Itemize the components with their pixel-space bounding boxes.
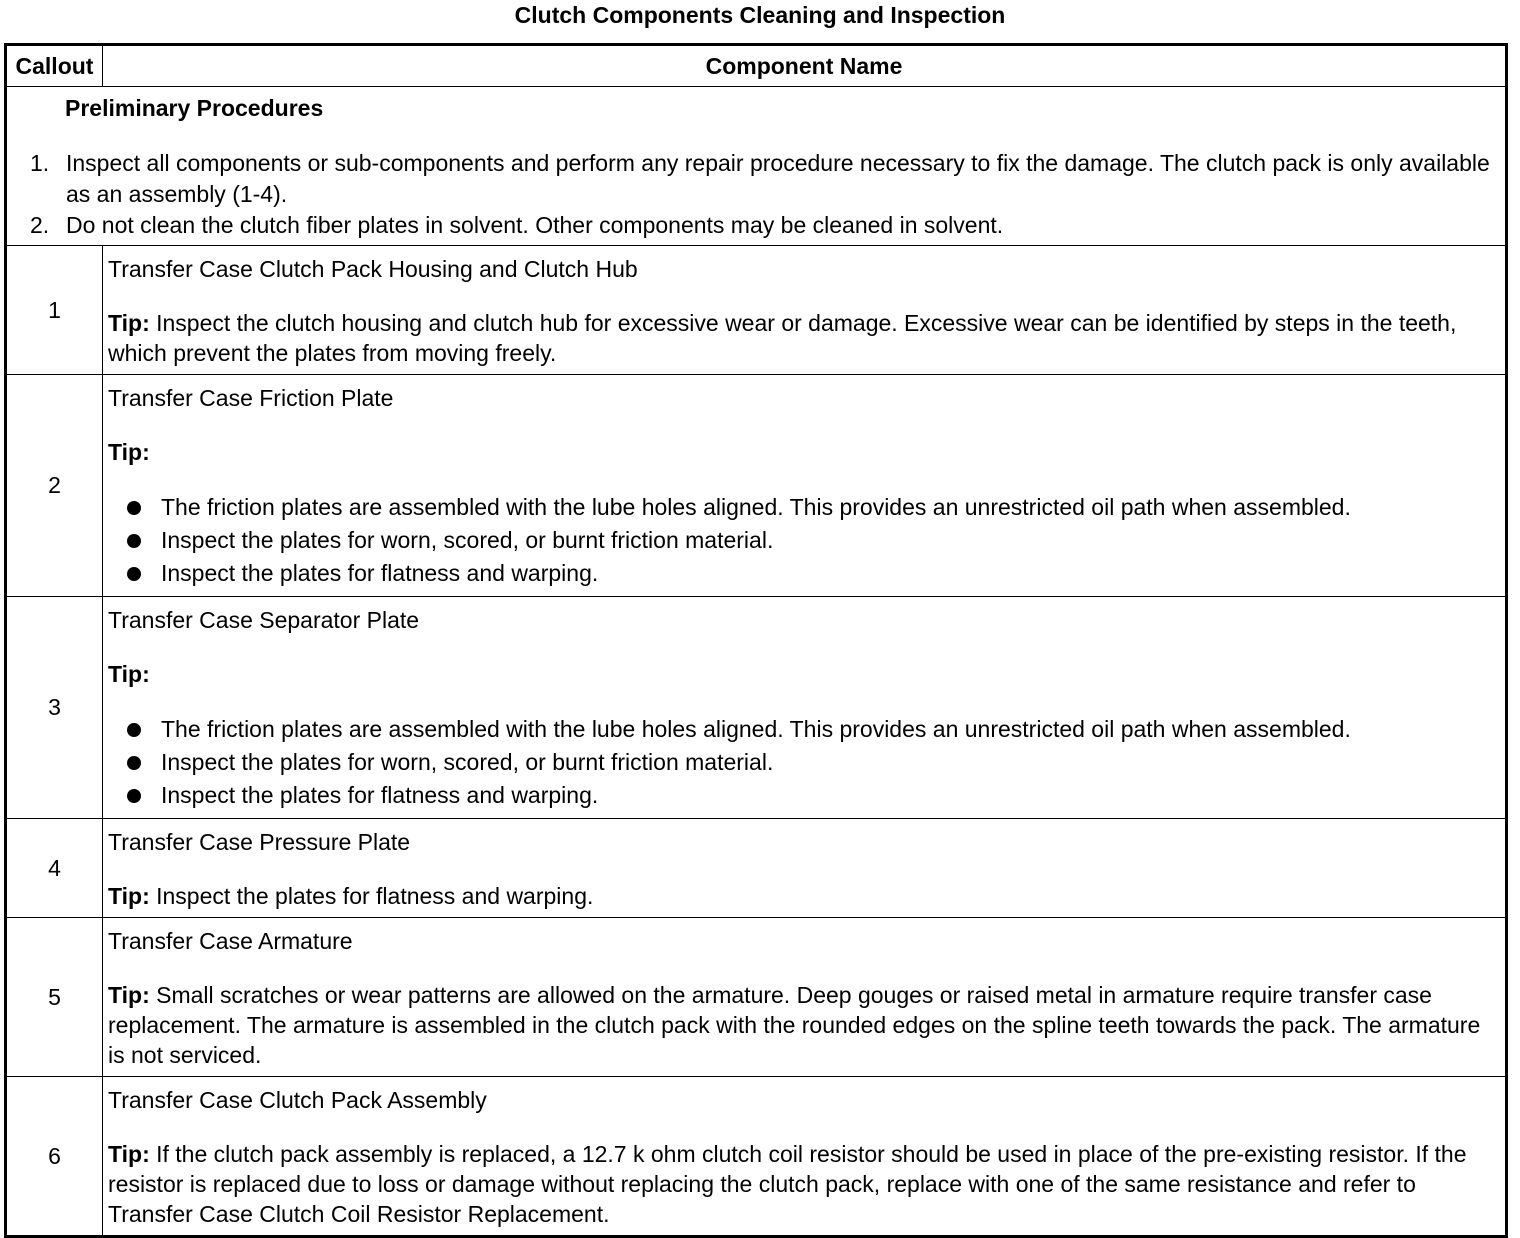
bullet-text: Inspect the plates for flatness and warping.: [161, 560, 599, 586]
table-row: [6, 375, 1507, 597]
component-name: Transfer Case Clutch Pack Housing and Clutch Hub: [108, 256, 638, 282]
tip-body: Small scratches or wear patterns are allowed on the armature. Deep gouges or raised metal in armature require transfer case replacement. The armature is assembled in the clutch pack with the rounded edges on the spline teeth towards the pack. The armature is not serviced.: [108, 982, 1481, 1068]
tip-bullets: [108, 491, 1493, 590]
tip-label: Tip:: [108, 883, 150, 909]
list-item: [108, 524, 1493, 557]
list-item: [108, 557, 1493, 590]
component-name: Transfer Case Armature: [108, 928, 353, 954]
list-item: [108, 713, 1493, 746]
component-cell: [103, 597, 1507, 819]
table-row: [6, 597, 1507, 819]
component-name: Transfer Case Clutch Pack Assembly: [108, 1087, 487, 1113]
step-number: 2.: [30, 212, 50, 238]
bullet-icon: [127, 567, 141, 581]
step-number: 1.: [30, 150, 50, 176]
preliminary-step: [30, 148, 1495, 210]
bullet-text: Inspect the plates for flatness and warping.: [161, 782, 599, 808]
list-item: [108, 779, 1493, 812]
bullet-icon: [127, 789, 141, 803]
tip-label: Tip:: [108, 1141, 150, 1167]
list-item: [108, 491, 1493, 524]
table-row: [6, 918, 1507, 1077]
bullet-text: The friction plates are assembled with the lube holes aligned. This provides an unrestricted oil path when assembled.: [161, 494, 1351, 520]
preliminary-step: [30, 210, 1495, 241]
component-cell: [103, 375, 1507, 597]
step-text: Inspect all components or sub-components and perform any repair procedure necessary to fix the damage. The clutch pack is only available as an assembly (1-4).: [66, 150, 1490, 207]
component-cell: [103, 918, 1507, 1077]
callout-cell: 5: [6, 918, 103, 1077]
bullet-icon: [127, 723, 141, 737]
component-header: Component Name: [103, 45, 1507, 87]
tip-body: Inspect the plates for flatness and warping.: [156, 883, 594, 909]
header-row: [6, 45, 1507, 87]
bullet-text: Inspect the plates for worn, scored, or burnt friction material.: [161, 749, 774, 775]
component-cell: [103, 819, 1507, 918]
bullet-text: Inspect the plates for worn, scored, or burnt friction material.: [161, 527, 774, 553]
table-row: [6, 246, 1507, 375]
tip-label: Tip:: [108, 310, 150, 336]
tip-label: Tip:: [108, 661, 150, 687]
table-row: [6, 819, 1507, 918]
callout-cell: 2: [6, 375, 103, 597]
step-text: Do not clean the clutch fiber plates in solvent. Other components may be cleaned in solvent.: [66, 212, 1004, 238]
callout-cell: 3: [6, 597, 103, 819]
bullet-icon: [127, 756, 141, 770]
components-table: [4, 43, 1508, 1238]
preliminary-title: Preliminary Procedures: [65, 95, 324, 121]
tip-body: Inspect the clutch housing and clutch hub for excessive wear or damage. Excessive wear can be identified by steps in the teeth, which prevent the plates from moving freely.: [108, 310, 1457, 366]
bullet-icon: [127, 534, 141, 548]
component-cell: [103, 1077, 1507, 1237]
tip-text: [108, 980, 1493, 1070]
callout-header: Callout: [6, 45, 103, 87]
component-name: Transfer Case Separator Plate: [108, 607, 420, 633]
tip-bullets: [108, 713, 1493, 812]
callout-cell: 6: [6, 1077, 103, 1237]
list-item: [108, 746, 1493, 779]
tip-body: If the clutch pack assembly is replaced, a 12.7 k ohm clutch coil resistor should be used in place of the pre-existing resistor. If the resistor is replaced due to loss or damage without replacing the clutch pack, replace with one of the same resistance and refer to Transfer Case Clutch Coil Resistor Replacement.: [108, 1141, 1467, 1227]
tip-text: [108, 308, 1493, 368]
callout-cell: 4: [6, 819, 103, 918]
tip-label: Tip:: [108, 982, 150, 1008]
tip-text: [108, 1139, 1493, 1229]
bullet-text: The friction plates are assembled with the lube holes aligned. This provides an unrestricted oil path when assembled.: [161, 716, 1351, 742]
component-cell: [103, 246, 1507, 375]
page-title: Clutch Components Cleaning and Inspection: [514, 2, 1006, 28]
preliminary-cell: [6, 87, 1507, 246]
callout-cell: 1: [6, 246, 103, 375]
preliminary-row: [6, 87, 1507, 246]
component-name: Transfer Case Friction Plate: [108, 385, 394, 411]
bullet-icon: [127, 501, 141, 515]
tip-label: Tip:: [108, 439, 150, 465]
tip-text: [108, 881, 1493, 911]
table-row: [6, 1077, 1507, 1237]
component-name: Transfer Case Pressure Plate: [108, 829, 411, 855]
